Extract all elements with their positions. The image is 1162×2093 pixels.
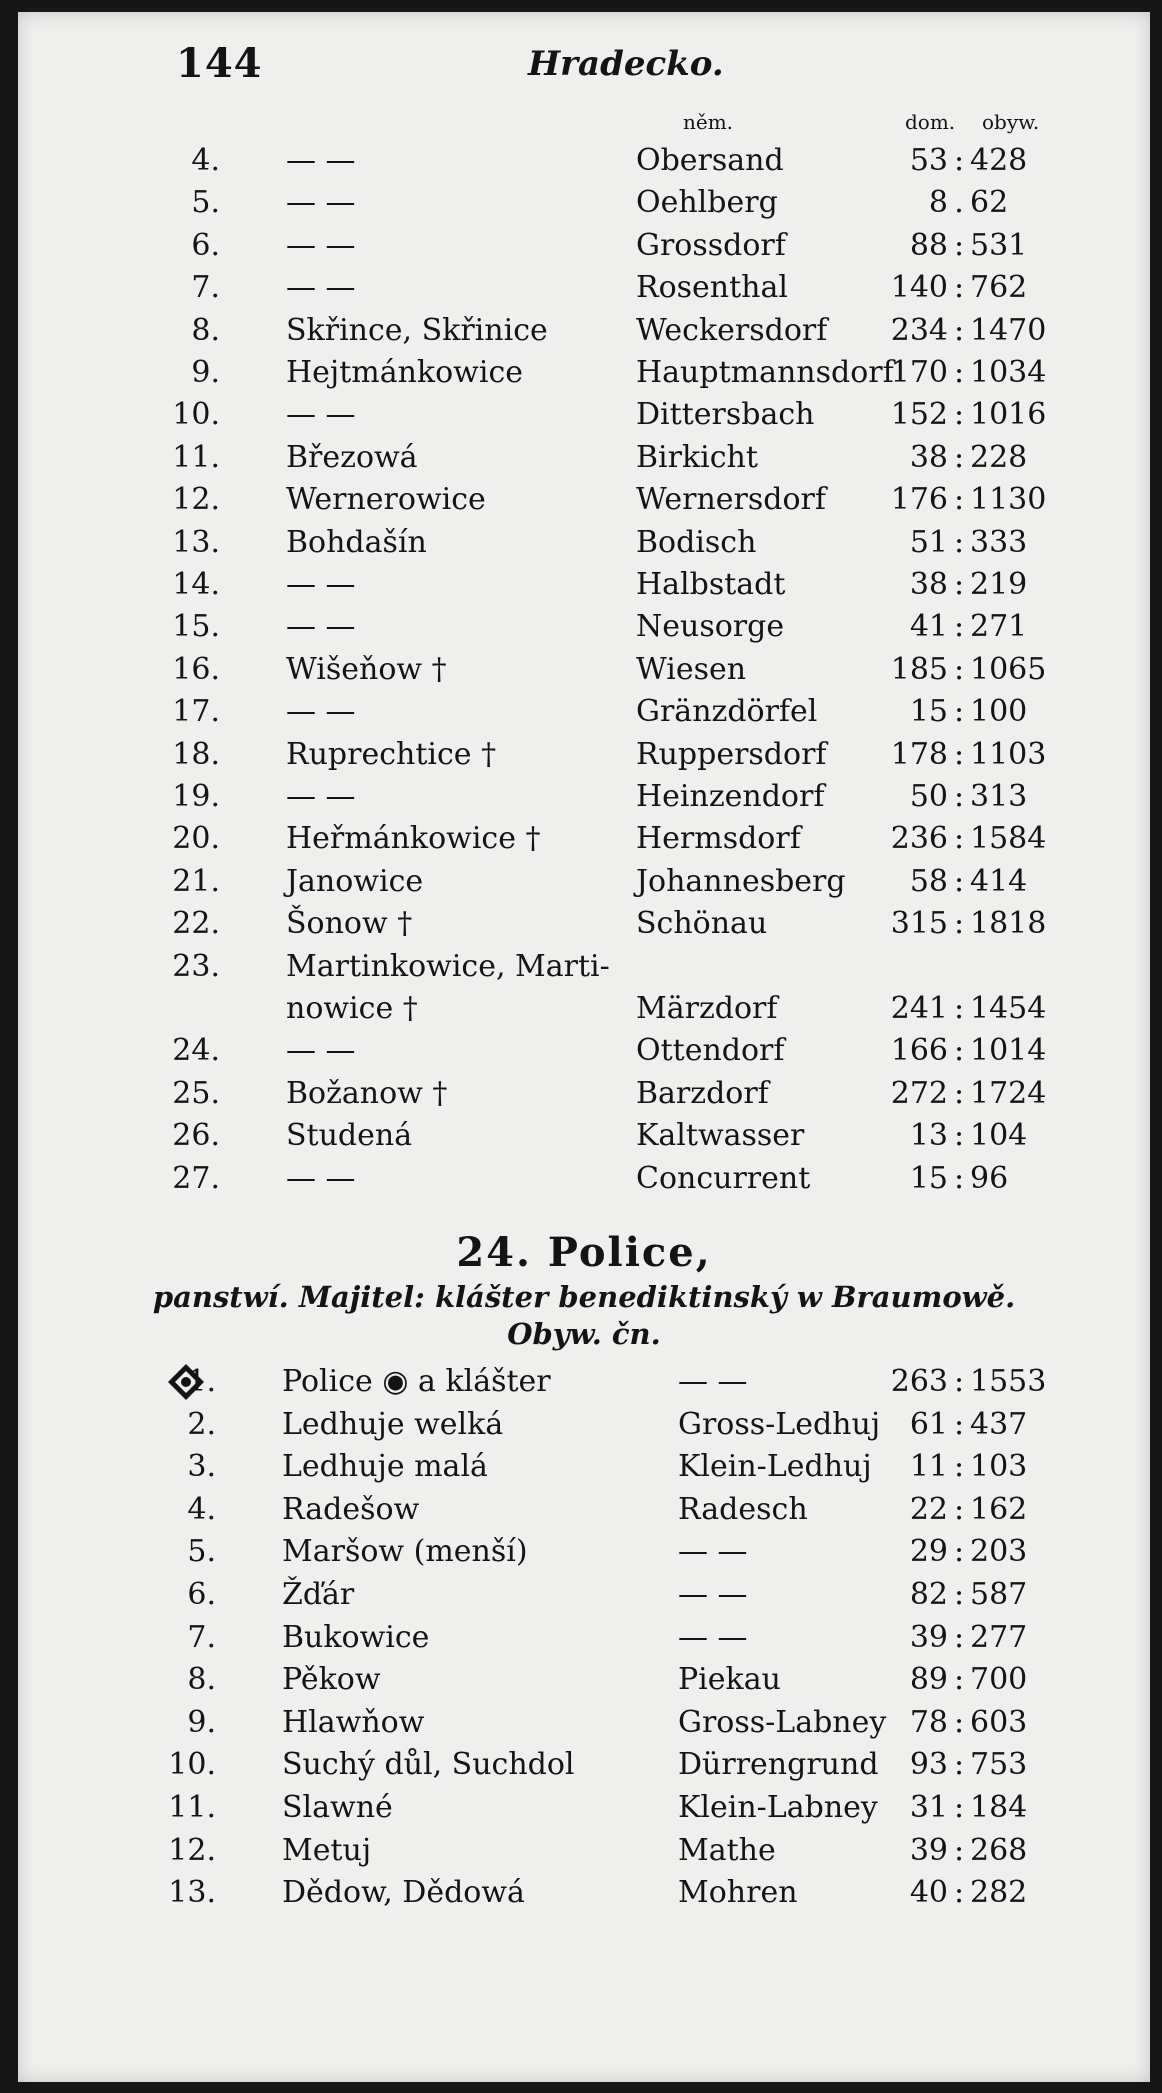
czech-name: Ledhuje welká [282,1406,504,1442]
czech-name: — — [286,185,356,221]
separator: : [953,1747,965,1783]
table-row [18,564,1150,606]
row-number: 8. [191,312,220,348]
separator: : [953,397,965,433]
czech-name: Janowice [286,863,424,899]
inhabitant-count: 268 [970,1832,1028,1868]
table-row [18,1702,1150,1744]
house-count: 93 [909,1747,948,1783]
table-row [18,1872,1150,1914]
house-count: 39 [909,1832,948,1868]
separator: : [953,482,965,518]
separator: : [953,439,965,475]
house-count: 241 [890,991,948,1026]
separator: : [953,1832,965,1868]
german-name: Gränzdörfel [636,694,818,730]
separator: : [953,1875,965,1911]
czech-name: Březowá [286,439,418,475]
czech-name: Pěkow [282,1662,381,1698]
czech-name: Heřmánkowice † [286,821,541,857]
row-number: 16. [172,651,220,687]
german-name: Rosenthal [636,270,788,306]
german-name: Wiesen [636,651,747,687]
house-count: 38 [909,439,948,475]
row-number: 11. [168,1790,216,1825]
czech-name: Police ◉ a klášter [282,1364,551,1399]
section-population-note: Obyw. čn. [507,1317,661,1351]
house-count: 263 [890,1364,948,1399]
inhabitant-count: 1470 [970,312,1047,348]
house-count: 89 [909,1662,948,1698]
house-count: 61 [909,1406,948,1442]
table-row [18,946,1150,988]
separator: : [953,991,965,1026]
inhabitant-count: 1818 [970,906,1047,942]
czech-name: Maršow (menší) [282,1534,528,1570]
house-count: 8 [928,185,948,221]
row-number: 13. [168,1875,216,1911]
table-row [18,988,1150,1030]
czech-name: Božanow † [286,1075,448,1111]
german-name: Hauptmannsdorf [636,355,894,390]
row-number: 19. [172,779,220,814]
czech-name: Wernerowice [286,482,486,518]
german-name: Märzdorf [636,991,778,1026]
row-number: 22. [172,906,220,942]
house-count: 13 [909,1118,948,1154]
page-header [18,40,1150,90]
table-row [18,1659,1150,1701]
inhabitant-count: 1016 [970,397,1047,433]
house-count: 15 [909,694,948,730]
inhabitant-count: 103 [970,1449,1028,1485]
house-count: 39 [909,1619,948,1655]
table-row [18,1361,1150,1403]
table-row [18,522,1150,564]
german-name: Grossdorf [636,227,786,263]
section-owner-line: panstwí. Majitel: klášter benediktinský w Braumowě. [152,1280,1016,1314]
table-row [18,1446,1150,1488]
separator: . [954,185,964,221]
inhabitant-count: 428 [970,143,1028,178]
house-count: 11 [909,1449,948,1485]
german-name: Dürrengrund [678,1747,879,1783]
separator: : [953,863,965,899]
czech-name: Hlawňow [282,1704,425,1740]
house-count: 170 [890,355,948,390]
czech-name: Ledhuje malá [282,1449,488,1485]
table-row [18,818,1150,860]
house-count: 176 [890,482,948,518]
german-name: Mathe [678,1832,776,1868]
czech-name: — — [286,694,356,730]
german-name: Ottendorf [636,1033,785,1069]
separator: : [953,1406,965,1442]
inhabitant-count: 277 [970,1619,1028,1655]
table-row [18,394,1150,436]
row-number: 20. [172,821,220,857]
table-row [18,903,1150,945]
table-row [18,182,1150,224]
german-name: — — [678,1577,748,1612]
separator: : [953,312,965,348]
house-count: 22 [909,1491,948,1527]
separator: : [953,567,965,602]
table-row [18,1830,1150,1872]
row-number: 2. [187,1406,216,1442]
house-count: 178 [890,736,948,772]
german-name: — — [678,1534,748,1570]
separator: : [953,1662,965,1698]
inhabitant-count: 282 [970,1875,1028,1911]
row-number: 5. [187,1534,216,1570]
table-row [18,861,1150,903]
inhabitant-count: 62 [970,185,1009,221]
table-row [18,1787,1150,1829]
german-name: Oehlberg [636,185,778,221]
german-name: Johannesberg [636,863,846,899]
german-name: Mohren [678,1875,798,1911]
inhabitant-count: 100 [970,694,1028,730]
separator: : [953,1364,965,1399]
table-row [18,225,1150,267]
german-name: Neusorge [636,609,785,645]
german-name: Ruppersdorf [636,736,827,772]
house-count: 82 [909,1577,948,1612]
inhabitant-count: 587 [970,1577,1028,1612]
separator: : [953,355,965,390]
german-name: Kaltwasser [636,1118,805,1154]
house-count: 38 [909,567,948,602]
german-name: Halbstadt [636,567,786,602]
german-name: Dittersbach [636,397,815,433]
czech-name: — — [286,779,356,814]
row-number: 7. [187,1619,216,1655]
table-row [18,1158,1150,1200]
inhabitant-count: 184 [970,1790,1028,1825]
inhabitant-count: 753 [970,1747,1028,1783]
czech-name: — — [286,270,356,306]
row-number: 3. [187,1449,216,1485]
row-number: 18. [172,736,220,772]
separator: : [953,1449,965,1485]
czech-name: Suchý důl, Suchdol [282,1747,575,1783]
row-number: 17. [172,694,220,730]
inhabitant-count: 1724 [970,1075,1047,1111]
row-number: 8. [187,1662,216,1698]
table-row [18,1489,1150,1531]
separator: : [953,779,965,814]
separator: : [953,524,965,560]
inhabitant-count: 203 [970,1534,1028,1570]
table-row [18,1115,1150,1157]
inhabitant-count: 96 [970,1160,1009,1196]
czech-name: Bukowice [282,1619,430,1655]
column-header-inhabitants: obyw. [982,110,1040,134]
czech-name: Slawné [282,1790,393,1825]
row-number: 26. [172,1118,220,1154]
inhabitant-count: 1454 [970,991,1047,1026]
house-count: 58 [909,863,948,899]
table-row [18,649,1150,691]
house-count: 152 [890,397,948,433]
row-number: 6. [187,1577,216,1612]
german-name: Heinzendorf [636,779,825,814]
house-count: 53 [909,143,948,178]
table-row [18,267,1150,309]
german-name: Radesch [678,1491,808,1527]
row-number: 21. [172,863,220,899]
house-count: 315 [890,906,948,942]
table-row [18,606,1150,648]
czech-name: — — [286,567,356,602]
row-number: 23. [172,948,220,984]
czech-name: — — [286,1160,356,1196]
row-number: 12. [168,1832,216,1868]
house-count: 185 [890,651,948,687]
separator: : [953,651,965,687]
page-number: 144 [176,40,263,87]
separator: : [953,1704,965,1740]
inhabitant-count: 1034 [970,355,1047,390]
book-page [18,12,1150,2082]
table-row [18,1531,1150,1573]
house-count: 234 [890,312,948,348]
german-name: — — [678,1619,748,1655]
row-number: 12. [172,482,220,518]
separator: : [953,906,965,942]
house-count: 88 [909,227,948,263]
separator: : [953,270,965,306]
german-name: Barzdorf [636,1075,769,1111]
czech-name: — — [286,609,356,645]
separator: : [953,609,965,645]
separator: : [953,1577,965,1612]
czech-name: Studená [286,1118,413,1154]
inhabitant-count: 1584 [970,821,1047,857]
house-count: 272 [890,1075,948,1111]
house-count: 78 [909,1704,948,1740]
german-name: — — [678,1364,748,1399]
inhabitant-count: 414 [970,863,1028,899]
row-number: 10. [172,397,220,433]
house-count: 15 [909,1160,948,1196]
inhabitant-count: 437 [970,1406,1028,1442]
inhabitant-count: 104 [970,1118,1028,1154]
inhabitant-count: 271 [970,609,1028,645]
inhabitant-count: 603 [970,1704,1028,1740]
table-row [18,691,1150,733]
table-row [18,140,1150,182]
row-number: 25. [172,1075,220,1111]
inhabitant-count: 162 [970,1491,1028,1527]
row-number: 1. [187,1364,216,1399]
running-title: Hradecko. [528,44,724,84]
german-name: Bodisch [636,524,757,560]
table-row [18,1617,1150,1659]
czech-name: Ruprechtice † [286,736,497,772]
row-number: 9. [191,355,220,390]
czech-name: Šonow † [286,906,413,942]
separator: : [953,1075,965,1111]
german-name: Schönau [636,906,768,942]
row-number: 15. [172,609,220,645]
separator: : [953,1491,965,1527]
czech-name: Dědow, Dědowá [282,1875,525,1911]
inhabitant-count: 1130 [970,482,1047,518]
table-row [18,734,1150,776]
inhabitant-count: 313 [970,779,1028,814]
german-name: Klein-Labney [678,1790,878,1825]
german-name: Weckersdorf [636,312,828,348]
row-number: 5. [191,185,220,221]
german-name: Klein-Ledhuj [678,1449,872,1485]
separator: : [953,1118,965,1154]
table-row [18,310,1150,352]
column-header-houses: dom. [905,110,956,134]
section-title: 24. Police, [456,1229,712,1276]
czech-name: Metuj [282,1832,372,1868]
separator: : [953,821,965,857]
table-row [18,1030,1150,1072]
german-name: Gross-Ledhuj [678,1406,881,1442]
table-row [18,1073,1150,1115]
house-count: 41 [909,609,948,645]
table-row [18,1404,1150,1446]
german-name: Piekau [678,1662,781,1698]
row-number: 27. [172,1160,220,1196]
row-number: 14. [172,567,220,602]
inhabitant-count: 333 [970,524,1028,560]
inhabitant-count: 531 [970,227,1028,263]
table-row [18,352,1150,394]
german-name: Obersand [636,143,784,178]
row-number: 4. [191,143,220,178]
row-number: 10. [168,1747,216,1783]
row-number: 6. [191,227,220,263]
inhabitant-count: 1553 [970,1364,1047,1399]
table-row [18,1574,1150,1616]
row-number: 7. [191,270,220,306]
separator: : [953,1534,965,1570]
house-count: 29 [909,1534,948,1570]
inhabitant-count: 700 [970,1662,1028,1698]
czech-name: Wišeňow † [286,651,447,687]
czech-name: Hejtmánkowice [286,355,523,390]
inhabitant-count: 219 [970,567,1028,602]
house-count: 51 [909,524,948,560]
separator: : [953,1033,965,1069]
house-count: 31 [909,1790,948,1825]
table-row [18,776,1150,818]
czech-name: — — [286,227,356,263]
inhabitant-count: 1014 [970,1033,1047,1069]
separator: : [953,143,965,178]
inhabitant-count: 1103 [970,736,1047,772]
german-name: Gross-Labney [678,1704,887,1740]
czech-name: — — [286,397,356,433]
row-number: 13. [172,524,220,560]
czech-name: Radešow [282,1491,420,1527]
czech-name: nowice † [286,991,418,1026]
table-row [18,479,1150,521]
german-name: Wernersdorf [636,482,827,518]
czech-name: Skřince, Skřinice [286,312,548,348]
inhabitant-count: 1065 [970,651,1047,687]
czech-name: — — [286,143,356,178]
house-count: 40 [909,1875,948,1911]
house-count: 236 [890,821,948,857]
separator: : [953,227,965,263]
separator: : [953,1160,965,1196]
row-number: 24. [172,1033,220,1069]
table-row [18,437,1150,479]
house-count: 166 [890,1033,948,1069]
german-name: Birkicht [636,439,758,475]
czech-name: — — [286,1033,356,1069]
separator: : [953,694,965,730]
table-row [18,1744,1150,1786]
separator: : [953,1790,965,1825]
czech-name: Žďár [282,1577,355,1612]
inhabitant-count: 228 [970,439,1028,475]
house-count: 50 [909,779,948,814]
czech-name: Bohdašín [286,524,427,560]
czech-name: Martinkowice, Marti- [286,948,610,984]
separator: : [953,1619,965,1655]
german-name: Hermsdorf [636,821,801,857]
separator: : [953,736,965,772]
column-header-german: něm. [683,110,734,134]
row-number: 11. [172,439,220,475]
row-number: 9. [187,1704,216,1740]
row-number: 4. [187,1491,216,1527]
house-count: 140 [890,270,948,306]
inhabitant-count: 762 [970,270,1028,306]
german-name: Concurrent [636,1160,811,1196]
